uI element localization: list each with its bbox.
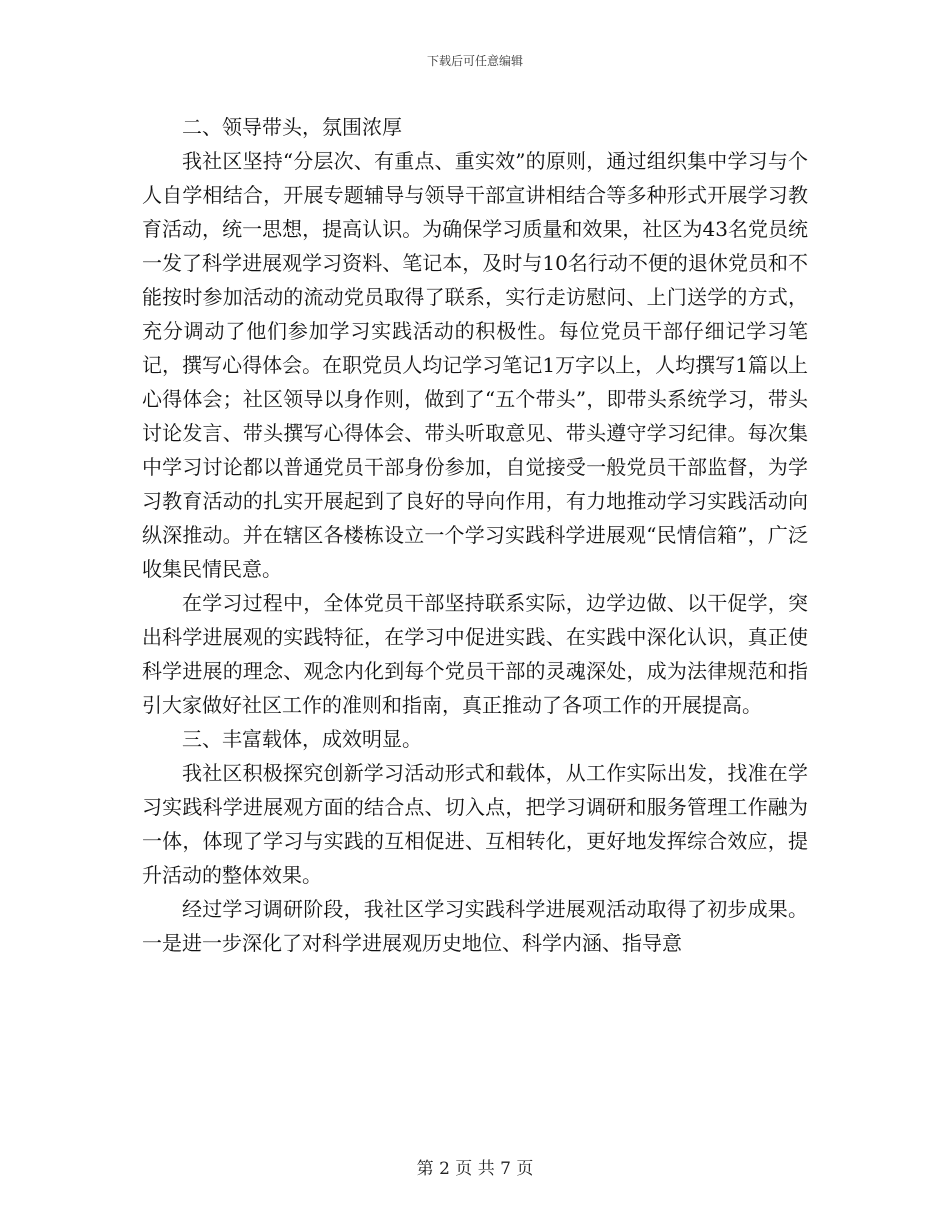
page-header-note: 下载后可任意编辑 <box>426 54 523 68</box>
body-paragraph: 在学习过程中，全体党员干部坚持联系实际，边学边做、以干促学，突出科学进展观的实践特征，在学习中促进实践、在实践中深化认识，真正使科学进展的理念、观念内化到每个党员干部的灵魂深处，成为法律规范和指引大家做好社区工作的准则和指南，真正推动了各项工作的开展提高。 <box>142 591 808 717</box>
body-paragraph: 我社区坚持“分层次、有重点、重实效”的原则，通过组织集中学习与个人自学相结合，开展专题辅导与领导干部宣讲相结合等多种形式开展学习教育活动，统一思想，提高认识。为确保学习质量和效果，社区为43名党员统一发了科学进展观学习资料、笔记本，及时与10名行动不便的退休党员和不能按时参加活动的流动党员取得了联系，实行走访慰问、上门送学的方式，充分调动了他们参加学习实践活动的积极性。每位党员干部仔细记学习笔记，撰写心得体会。在职党员人均记学习笔记1万字以上，人均撰写1篇以上心得体会；社区领导以身作则，做到了“五个带头”，即带头系统学习，带头讨论发言、带头撰写心得体会、带头听取意见、带头遵守学习纪律。每次集中学习讨论都以普通党员干部身份参加，自觉接受一般党员干部监督，为学习教育活动的扎实开展起到了良好的导向作用，有力地推动学习实践活动向纵深推动。并在辖区各楼栋设立一个学习实践科学进展观“民情信箱”，广泛收集民情民意。 <box>142 149 808 581</box>
body-paragraph: 经过学习调研阶段，我社区学习实践科学进展观活动取得了初步成果。一是进一步深化了对科学进展观历史地位、科学内涵、指导意 <box>142 897 808 955</box>
page-number-footer: 第 2 页 共 7 页 <box>416 1159 534 1179</box>
section-heading: 三、丰富载体，成效明显。 <box>182 727 422 751</box>
body-paragraph: 我社区积极探究创新学习活动形式和载体，从工作实际出发，找准在学习实践科学进展观方面的结合点、切入点，把学习调研和服务管理工作融为一体，体现了学习与实践的互相促进、互相转化，更好地发挥综合效应，提升活动的整体效果。 <box>142 761 808 887</box>
document-body <box>142 110 808 960</box>
section-heading: 二、领导带头，氛围浓厚 <box>182 115 402 139</box>
